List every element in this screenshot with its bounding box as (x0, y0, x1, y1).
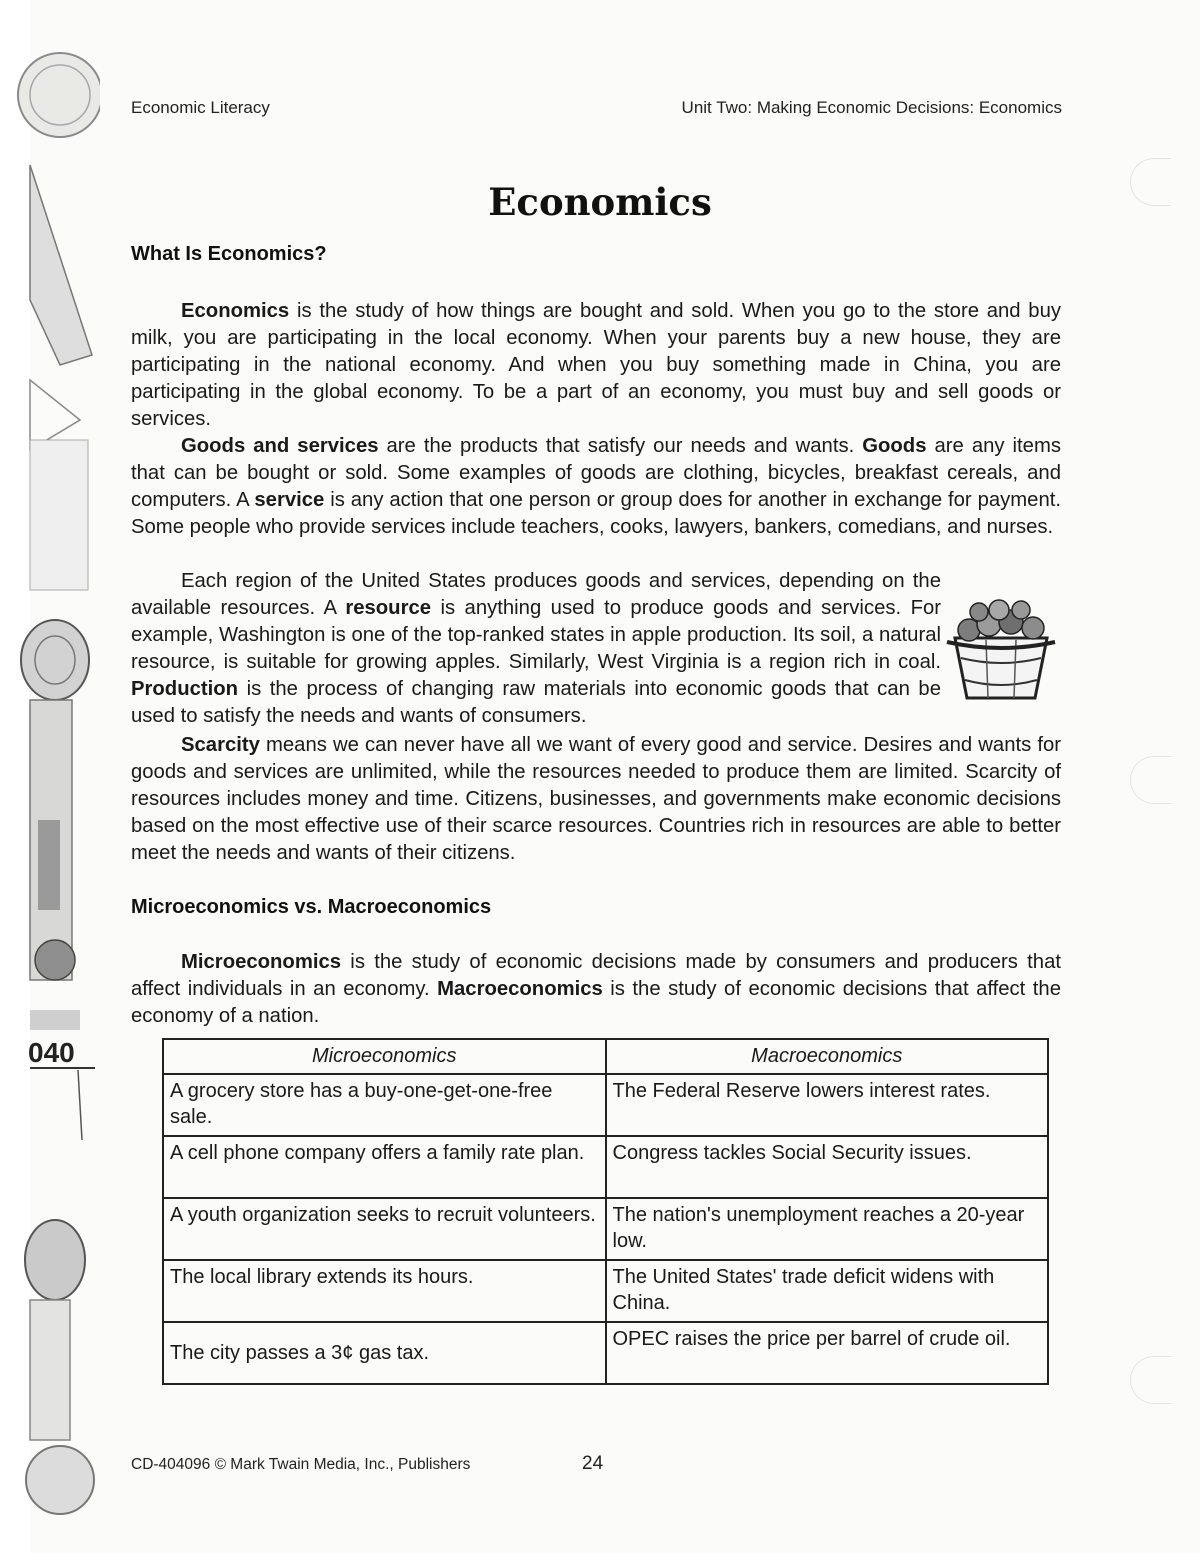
table-cell-micro: A cell phone company offers a family rate plan. (163, 1136, 606, 1198)
comparison-table (162, 1038, 1049, 1385)
punch-hole-bottom (1130, 1356, 1171, 1404)
term-resource: resource (345, 597, 432, 619)
table-row (163, 1136, 1048, 1198)
table-cell-macro: The nation's unemployment reaches a 20-year low. (606, 1198, 1049, 1260)
term-scarcity: Scarcity (181, 734, 260, 756)
table-row (163, 1260, 1048, 1322)
table-row (163, 1322, 1048, 1384)
table-row (163, 1074, 1048, 1136)
column-header-macroeconomics: Macroeconomics (606, 1039, 1049, 1074)
table-cell-micro: A youth organization seeks to recruit volunteers. (163, 1198, 606, 1260)
section-heading-micro-vs-macro: Microeconomics vs. Macroeconomics (131, 896, 492, 918)
term-goods-and-services: Goods and services (181, 435, 379, 457)
term-microeconomics: Microeconomics (181, 951, 342, 973)
apple-basket-icon (941, 598, 1061, 706)
punch-hole-top (1130, 158, 1171, 206)
table-cell-macro: Congress tackles Social Security issues. (606, 1136, 1049, 1198)
page-number: 24 (582, 1453, 604, 1474)
header-right: Unit Two: Making Economic Decisions: Economics (681, 98, 1062, 117)
paragraph-resources: Each region of the United States produces goods and services, depending on the available resources. A resource is anything used to produce goods and services. For example, Washington is one of the top-ranked states in apple production. Its soil, a natural resource, is suitable for growing apples. Similarly, West Virginia is a region rich in coal. Production is the process of changing raw materials into economic goods that can be used to satisfy the needs and wants of consumers. (131, 568, 1061, 730)
punch-hole-middle (1130, 756, 1171, 804)
edge-text: 040 (28, 1037, 75, 1068)
term-production: Production (131, 678, 239, 700)
table-header-row (163, 1039, 1048, 1074)
table-row (163, 1198, 1048, 1260)
page-title: Economics (488, 180, 712, 224)
section-heading-what-is-economics: What Is Economics? (131, 243, 327, 265)
table-cell-micro: The city passes a 3¢ gas tax. (163, 1322, 606, 1384)
paragraph-goods-services: Goods and services are the products that satisfy our needs and wants. Goods are any items that can be bought or sold. Some examples of goods are clothing, bicycles, breakfast cereals, and computers. A service is any action that one person or group does for another in exchange for payment. Some people who provide services include teachers, cooks, lawyers, bankers, comedians, and nurses. (131, 435, 1061, 538)
paragraph-micro-macro: Microeconomics is the study of economic decisions made by consumers and producers that affect individuals in an economy. Macroeconomics is the study of economic decisions that affect the economy of a nation. (131, 951, 1061, 1027)
term-goods: Goods (862, 435, 927, 457)
table-cell-macro: OPEC raises the price per barrel of crude oil. (606, 1322, 1049, 1384)
table-cell-micro: A grocery store has a buy-one-get-one-free sale. (163, 1074, 606, 1136)
table-cell-micro: The local library extends its hours. (163, 1260, 606, 1322)
footer-copyright: CD-404096 © Mark Twain Media, Inc., Publishers (131, 1456, 471, 1473)
paragraph-economics: Economics is the study of how things are bought and sold. When you go to the store and buy milk, you are participating in the local economy. When your parents buy a new house, they are participating in the national economy. And when you buy something made in China, you are participating in the global economy. To be a part of an economy, you must buy and sell goods or services. (131, 300, 1061, 430)
header-left: Economic Literacy (131, 98, 270, 117)
paragraph-scarcity: Scarcity means we can never have all we want of every good and service. Desires and wants for goods and services are unlimited, while the resources needed to produce them are limited. Scarcity of resources includes money and time. Citizens, businesses, and governments make economic decisions based on the most effective use of their scarce resources. Countries rich in resources are able to better meet the needs and wants of their citizens. (131, 734, 1061, 864)
column-header-microeconomics: Microeconomics (163, 1039, 606, 1074)
term-economics: Economics (181, 300, 290, 322)
table-cell-macro: The Federal Reserve lowers interest rates. (606, 1074, 1049, 1136)
money-collage-decoration (0, 0, 100, 1553)
term-macroeconomics: Macroeconomics (437, 978, 603, 1000)
term-service: service (254, 489, 325, 511)
table-cell-macro: The United States' trade deficit widens with China. (606, 1260, 1049, 1322)
